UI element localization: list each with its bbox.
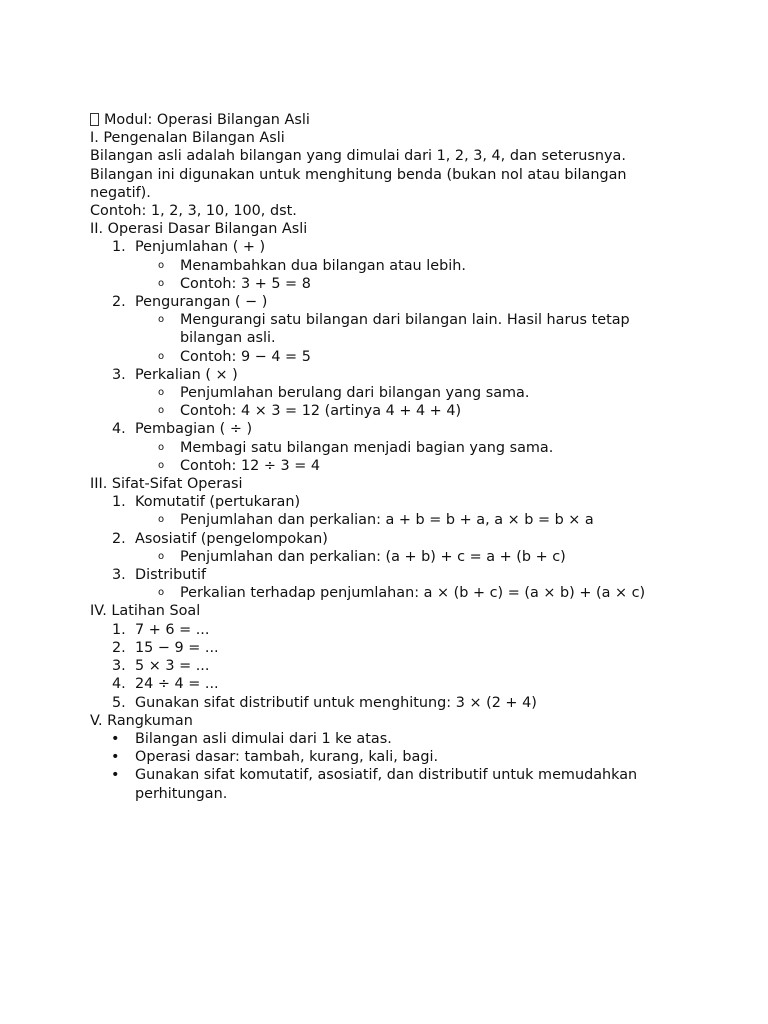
property-item — [90, 530, 680, 566]
exercise-item — [90, 657, 680, 675]
list-number: 3. — [112, 658, 126, 675]
operation-label: Perkalian ( × ) — [135, 366, 238, 383]
sub-item-text: Contoh: 12 ÷ 3 = 4 — [180, 457, 320, 474]
sub-item — [90, 257, 680, 275]
property-label: Komutatif (pertukaran) — [135, 494, 301, 511]
sub-list — [90, 548, 680, 566]
list-number: 1. — [112, 494, 126, 511]
summary-item — [90, 730, 680, 748]
sub-list — [90, 384, 680, 420]
operation-item — [90, 293, 680, 366]
sub-marker: o — [158, 259, 165, 271]
sub-item-text: Menambahkan dua bilangan atau lebih. — [180, 257, 466, 274]
property-label: Distributif — [135, 567, 207, 584]
sub-item-text: Membagi satu bilangan menjadi bagian yang sama. — [180, 439, 554, 456]
sub-item — [90, 275, 680, 293]
list-number: 2. — [112, 639, 126, 656]
property-label: Asosiatif (pengelompokan) — [135, 530, 328, 547]
operation-item — [90, 420, 680, 475]
list-number: 1. — [112, 239, 126, 256]
document-content — [90, 111, 680, 803]
exercise-text: Gunakan sifat distributif untuk menghitung: 3 × (2 + 4) — [135, 694, 537, 711]
property-item — [90, 493, 680, 529]
summary-list — [90, 730, 680, 803]
summary-item — [90, 766, 680, 802]
summary-text: Gunakan sifat komutatif, asosiatif, dan distributif untuk memudahkan perhitungan. — [135, 767, 638, 802]
section-4-heading: IV. Latihan Soal — [90, 603, 201, 620]
list-number: 4. — [112, 421, 126, 438]
sub-marker: o — [158, 550, 165, 562]
sub-marker: o — [158, 514, 165, 526]
sub-item-text: Contoh: 4 × 3 = 12 (artinya 4 + 4 + 4) — [180, 403, 462, 420]
sub-item-text: Penjumlahan dan perkalian: a + b = b + a, a × b = b × a — [180, 512, 594, 529]
property-item — [90, 566, 680, 602]
bullet-marker: • — [111, 767, 120, 784]
section-1-example: Contoh: 1, 2, 3, 10, 100, dst. — [90, 203, 297, 220]
sub-item — [90, 548, 680, 566]
book-icon — [90, 113, 99, 126]
sub-item — [90, 384, 680, 402]
exercise-text: 15 − 9 = ... — [135, 639, 219, 656]
operation-item — [90, 366, 680, 421]
sub-list — [90, 257, 680, 293]
operation-label: Pengurangan ( − ) — [135, 294, 268, 311]
sub-marker: o — [158, 314, 165, 326]
sub-marker: o — [158, 441, 165, 453]
sub-item-text: Perkalian terhadap penjumlahan: a × (b + c) = (a × b) + (a × c) — [180, 585, 646, 602]
sub-marker: o — [158, 277, 165, 289]
section-3-heading: III. Sifat-Sifat Operasi — [90, 476, 243, 493]
sub-list — [90, 584, 680, 602]
section-1-heading: I. Pengenalan Bilangan Asli — [90, 130, 285, 147]
sub-item — [90, 511, 680, 529]
list-number: 4. — [112, 676, 126, 693]
exercise-text: 24 ÷ 4 = ... — [135, 676, 219, 693]
sub-item — [90, 439, 680, 457]
sub-marker: o — [158, 587, 165, 599]
sub-marker: o — [158, 405, 165, 417]
operation-item — [90, 238, 680, 293]
operations-list — [90, 238, 680, 475]
operation-label: Penjumlahan ( + ) — [135, 239, 266, 256]
module-title-text: Modul: Operasi Bilangan Asli — [104, 112, 310, 128]
sub-marker: o — [158, 387, 165, 399]
sub-item — [90, 311, 680, 347]
operation-label: Pembagian ( ÷ ) — [135, 421, 253, 438]
sub-marker: o — [158, 459, 165, 471]
list-number: 3. — [112, 366, 126, 383]
sub-item — [90, 584, 680, 602]
section-1-paragraph: Bilangan asli adalah bilangan yang dimulai dari 1, 2, 3, 4, dan seterusnya. Bilangan ini digunakan untuk menghitung benda (bukan nol atau bilangan negatif). — [90, 148, 627, 201]
exercise-item — [90, 694, 680, 712]
sub-list — [90, 311, 680, 366]
list-number: 1. — [112, 621, 126, 638]
sub-item-text: Contoh: 9 − 4 = 5 — [180, 348, 311, 365]
bullet-marker: • — [111, 749, 120, 766]
exercise-text: 7 + 6 = ... — [135, 621, 210, 638]
sub-item-text: Contoh: 3 + 5 = 8 — [180, 275, 311, 292]
sub-item — [90, 457, 680, 475]
sub-list — [90, 439, 680, 475]
list-number: 5. — [112, 694, 126, 711]
bullet-marker: • — [111, 730, 120, 747]
exercise-item — [90, 639, 680, 657]
exercise-text: 5 × 3 = ... — [135, 658, 210, 675]
sub-item-text: Penjumlahan dan perkalian: (a + b) + c = a + (b + c) — [180, 548, 566, 565]
module-title — [90, 111, 680, 129]
list-number: 3. — [112, 567, 126, 584]
exercise-item — [90, 621, 680, 639]
properties-list — [90, 493, 680, 602]
sub-item-text: Penjumlahan berulang dari bilangan yang sama. — [180, 385, 530, 402]
list-number: 2. — [112, 294, 126, 311]
sub-item — [90, 348, 680, 366]
summary-text: Bilangan asli dimulai dari 1 ke atas. — [135, 730, 392, 747]
section-2-heading: II. Operasi Dasar Bilangan Asli — [90, 221, 308, 238]
sub-marker: o — [158, 350, 165, 362]
section-5-heading: V. Rangkuman — [90, 712, 193, 729]
exercise-item — [90, 675, 680, 693]
sub-item-text: Mengurangi satu bilangan dari bilangan lain. Hasil harus tetap bilangan asli. — [180, 312, 630, 347]
summary-text: Operasi dasar: tambah, kurang, kali, bagi. — [135, 749, 439, 766]
list-number: 2. — [112, 530, 126, 547]
sub-item — [90, 402, 680, 420]
sub-list — [90, 511, 680, 529]
exercise-list — [90, 621, 680, 712]
summary-item — [90, 748, 680, 766]
